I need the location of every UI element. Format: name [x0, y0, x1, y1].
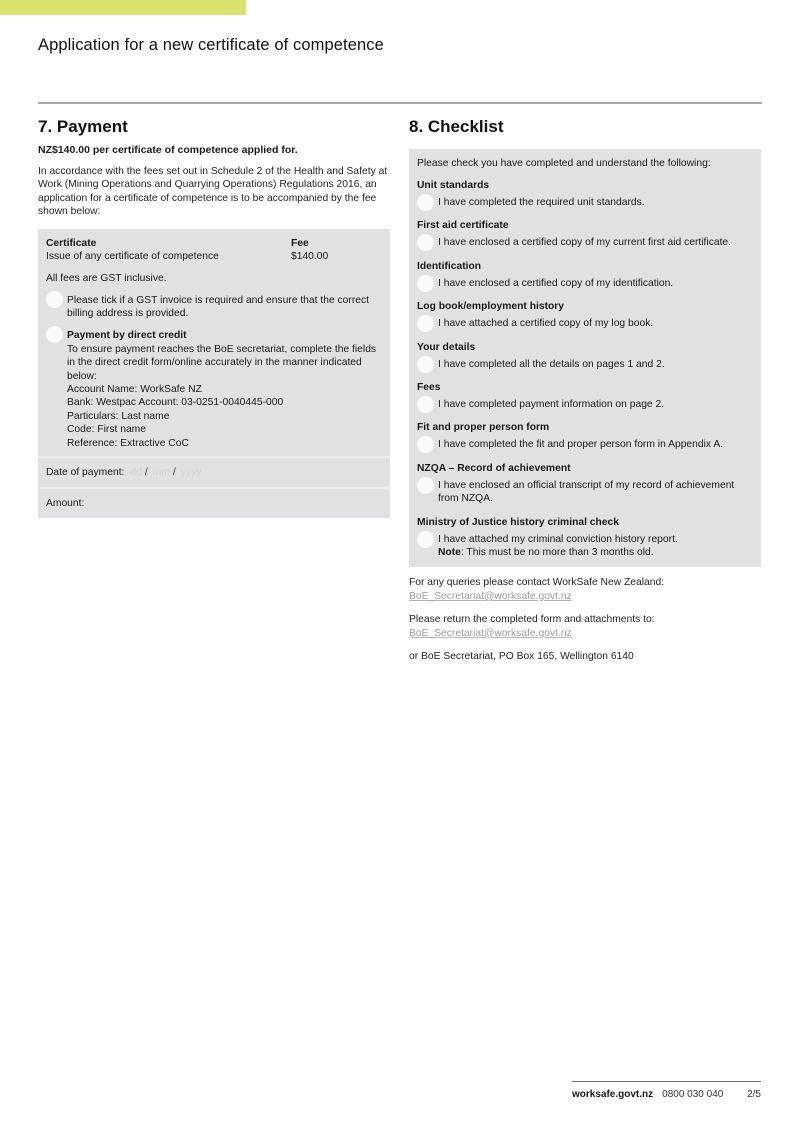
checklist-group-log-book — [417, 300, 753, 330]
checklist-group-title: Log book/employment history — [417, 301, 565, 313]
checklist-heading: 8. Checklist — [409, 117, 504, 136]
footer-divider — [572, 1081, 761, 1082]
date-separator: / — [172, 467, 176, 479]
checklist-group-fit-and-proper — [417, 421, 753, 451]
fee-table-header — [46, 237, 382, 251]
checklist-checkbox[interactable] — [417, 315, 434, 332]
date-month-field[interactable]: mm — [152, 467, 170, 479]
queries-block — [409, 576, 761, 603]
postal-address: or BoE Secretariat, PO Box 165, Wellington 6140 — [409, 651, 634, 663]
note-text: : This must be no more than 3 months old. — [460, 547, 654, 559]
checklist-checkbox[interactable] — [417, 436, 434, 453]
checklist-item[interactable] — [417, 533, 753, 560]
checklist-checkbox[interactable] — [417, 234, 434, 251]
fee-cell-certificate: Issue of any certificate of competence — [46, 251, 219, 263]
checklist-group-title: Ministry of Justice history criminal check — [417, 516, 620, 528]
checklist-item-text: I have enclosed an official transcript of my record of achievement from NZQA. — [438, 479, 735, 505]
checklist-group-nzqa — [417, 462, 753, 506]
date-of-payment-row — [38, 456, 390, 487]
payment-panel — [38, 229, 390, 518]
date-year-field[interactable]: yyyy — [180, 467, 202, 479]
checklist-item[interactable] — [417, 196, 753, 209]
account-name: Account Name: WorkSafe NZ — [67, 384, 202, 396]
return-email-link[interactable]: BoE_Secretariat@worksafe.govt.nz — [409, 627, 572, 639]
checklist-section — [409, 116, 761, 664]
date-day-field[interactable]: dd — [130, 467, 142, 479]
checklist-item[interactable] — [417, 479, 753, 506]
checklist-item-text: I have completed the fit and proper person form in Appendix A. — [438, 439, 724, 451]
fee-header-certificate: Certificate — [46, 237, 97, 249]
reference: Reference: Extractive CoC — [67, 437, 189, 449]
checklist-group-title: Your details — [417, 341, 476, 353]
checklist-item-text: I have completed payment information on page 2. — [438, 399, 665, 411]
checklist-group-title: Unit standards — [417, 180, 490, 191]
checklist-intro: Please check you have completed and understand the following: — [417, 158, 711, 169]
amount-row — [38, 487, 390, 518]
checklist-item-text: I have enclosed a certified copy of my current first aid certificate. — [438, 237, 732, 249]
gst-invoice-option[interactable] — [46, 294, 382, 321]
direct-credit-instructions: To ensure payment reaches the BoE secretariat, complete the fields in the direct credit form/online accurately in the manner indicated below: — [67, 343, 377, 382]
checklist-panel — [409, 149, 761, 567]
checklist-group-unit-standards — [417, 179, 753, 209]
date-of-payment-label: Date of payment: — [46, 467, 125, 479]
brand-accent-bar — [0, 0, 246, 15]
checklist-checkbox[interactable] — [417, 194, 434, 211]
gst-invoice-text: Please tick if a GST invoice is required and ensure that the correct billing address is provided. — [67, 294, 370, 320]
checklist-group-fees — [417, 381, 753, 411]
checklist-item[interactable] — [417, 317, 753, 330]
footer-phone: 0800 030 040 — [662, 1089, 724, 1100]
gst-note: All fees are GST inclusive. — [46, 272, 167, 284]
page-footer — [572, 1089, 761, 1100]
checklist-group-identification — [417, 260, 753, 290]
footer-website[interactable]: worksafe.govt.nz — [572, 1089, 654, 1100]
checklist-checkbox[interactable] — [417, 275, 434, 292]
checklist-group-your-details — [417, 341, 753, 371]
checklist-item-note — [438, 546, 753, 559]
checklist-item[interactable] — [417, 398, 753, 411]
payment-heading: 7. Payment — [38, 117, 128, 136]
checklist-item-text: I have attached a certified copy of my log book. — [438, 318, 654, 330]
return-block — [409, 613, 761, 640]
checklist-group-title: First aid certificate — [417, 220, 509, 232]
checklist-checkbox[interactable] — [417, 531, 434, 548]
checklist-group-title: Identification — [417, 260, 482, 272]
direct-credit-option[interactable] — [46, 329, 382, 450]
bank-account: Bank: Westpac Account: 03-0251-0040445-000 — [67, 397, 284, 409]
payment-section — [38, 116, 390, 518]
date-separator: / — [144, 467, 148, 479]
checklist-checkbox[interactable] — [417, 356, 434, 373]
checklist-item[interactable] — [417, 358, 753, 371]
checklist-checkbox[interactable] — [417, 477, 434, 494]
checklist-item-text: I have completed the required unit standards. — [438, 197, 645, 208]
fee-header-fee: Fee — [291, 237, 309, 249]
checklist-item[interactable] — [417, 236, 753, 249]
checklist-checkbox[interactable] — [417, 396, 434, 413]
code: Code: First name — [67, 424, 146, 436]
gst-invoice-checkbox[interactable] — [46, 291, 63, 308]
checklist-group-first-aid — [417, 219, 753, 249]
amount-label: Amount: — [46, 498, 85, 510]
page-number: 2/5 — [747, 1089, 761, 1100]
checklist-item-text: I have completed all the details on pages 1 and 2. — [438, 358, 665, 370]
checklist-group-title: Fit and proper person form — [417, 422, 550, 434]
payment-lead: NZ$140.00 per certificate of competence applied for. — [38, 144, 298, 156]
direct-credit-title: Payment by direct credit — [67, 330, 187, 342]
checklist-item[interactable] — [417, 438, 753, 451]
checklist-group-criminal-check — [417, 516, 753, 560]
particulars: Particulars: Last name — [67, 410, 170, 422]
direct-credit-checkbox[interactable] — [46, 326, 63, 343]
amount-field[interactable] — [90, 497, 382, 510]
fee-table-row — [46, 250, 382, 264]
checklist-item-text: I have attached my criminal conviction history report. — [438, 533, 678, 545]
header-divider — [38, 102, 762, 104]
queries-email-link[interactable]: BoE_Secretariat@worksafe.govt.nz — [409, 590, 572, 602]
checklist-group-title: NZQA – Record of achievement — [417, 462, 571, 474]
checklist-group-title: Fees — [417, 382, 441, 394]
payment-intro: In accordance with the fees set out in Schedule 2 of the Health and Safety at Work (Mining Operations and Quarrying Operations) Regulations 2016, an application for a certificate of competence is to be accompanied by the fee shown below: — [38, 166, 388, 218]
fee-cell-fee: $140.00 — [291, 251, 329, 263]
note-label: Note — [438, 547, 461, 559]
queries-text: For any queries please contact WorkSafe New Zealand: — [409, 577, 665, 589]
document-title: Application for a new certificate of competence — [38, 36, 384, 54]
return-text: Please return the completed form and attachments to: — [409, 614, 655, 626]
checklist-item[interactable] — [417, 277, 753, 290]
checklist-item-text: I have enclosed a certified copy of my identification. — [438, 277, 674, 289]
